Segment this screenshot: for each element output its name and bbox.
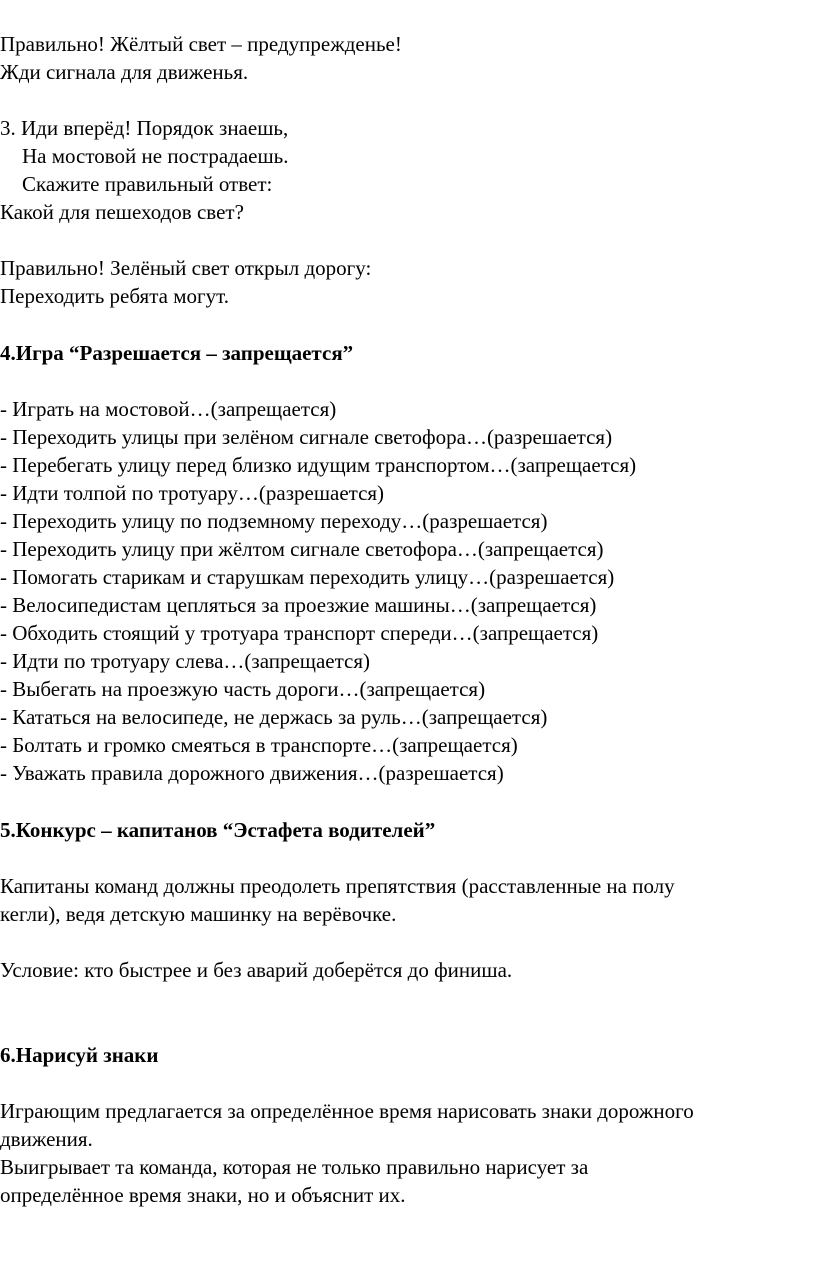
paragraph-line: кегли), ведя детскую машинку на верёвочке. — [0, 902, 397, 926]
paragraph-line: движения. — [0, 1127, 93, 1151]
section-heading-5: 5.Конкурс – капитанов “Эстафета водителей” — [0, 818, 436, 842]
paragraph-line: Выигрывает та команда, которая не только правильно нарисует за — [0, 1155, 589, 1179]
list-item: - Идти по тротуару слева…(запрещается) — [0, 649, 371, 673]
riddle-line: На мостовой не пострадаешь. — [22, 144, 289, 168]
paragraph-line: Играющим предлагается за определённое время нарисовать знаки дорожного — [0, 1099, 694, 1123]
list-item: - Выбегать на проезжую часть дороги…(запрещается) — [0, 677, 486, 701]
riddle-line: 3. Иди вперёд! Порядок знаешь, — [0, 116, 289, 140]
list-item: - Обходить стоящий у тротуара транспорт спереди…(запрещается) — [0, 621, 599, 645]
paragraph-line: Капитаны команд должны преодолеть препятствия (расставленные на полу — [0, 874, 675, 898]
list-item: - Переходить улицу при жёлтом сигнале светофора…(запрещается) — [0, 537, 604, 561]
paragraph-line: определённое время знаки, но и объяснит их. — [0, 1183, 406, 1207]
list-item: - Уважать правила дорожного движения…(разрешается) — [0, 761, 504, 785]
riddle-line: Какой для пешеходов свет? — [0, 200, 244, 224]
list-item: - Велосипедистам цепляться за проезжие машины…(запрещается) — [0, 593, 597, 617]
list-item: - Перебегать улицу перед близко идущим транспортом…(запрещается) — [0, 453, 637, 477]
riddle-line: Скажите правильный ответ: — [22, 172, 273, 196]
list-item: - Идти толпой по тротуару…(разрешается) — [0, 481, 385, 505]
section-heading-4: 4.Игра “Разрешается – запрещается” — [0, 341, 354, 365]
answer-line: Правильно! Зелёный свет открыл дорогу: — [0, 256, 372, 280]
list-item: - Переходить улицу по подземному переходу…(разрешается) — [0, 509, 548, 533]
poem-line: Жди сигнала для движенья. — [0, 60, 249, 84]
list-item: - Переходить улицы при зелёном сигнале светофора…(разрешается) — [0, 425, 613, 449]
poem-line: Правильно! Жёлтый свет – предупрежденье! — [0, 32, 402, 56]
list-item: - Болтать и громко смеяться в транспорте…(запрещается) — [0, 733, 518, 757]
paragraph-line: Условие: кто быстрее и без аварий доберётся до финиша. — [0, 958, 513, 982]
list-item: - Играть на мостовой…(запрещается) — [0, 397, 337, 421]
answer-line: Переходить ребята могут. — [0, 284, 229, 308]
section-heading-6: 6.Нарисуй знаки — [0, 1043, 159, 1067]
list-item: - Помогать старикам и старушкам переходить улицу…(разрешается) — [0, 565, 615, 589]
list-item: - Кататься на велосипеде, не держась за руль…(запрещается) — [0, 705, 548, 729]
